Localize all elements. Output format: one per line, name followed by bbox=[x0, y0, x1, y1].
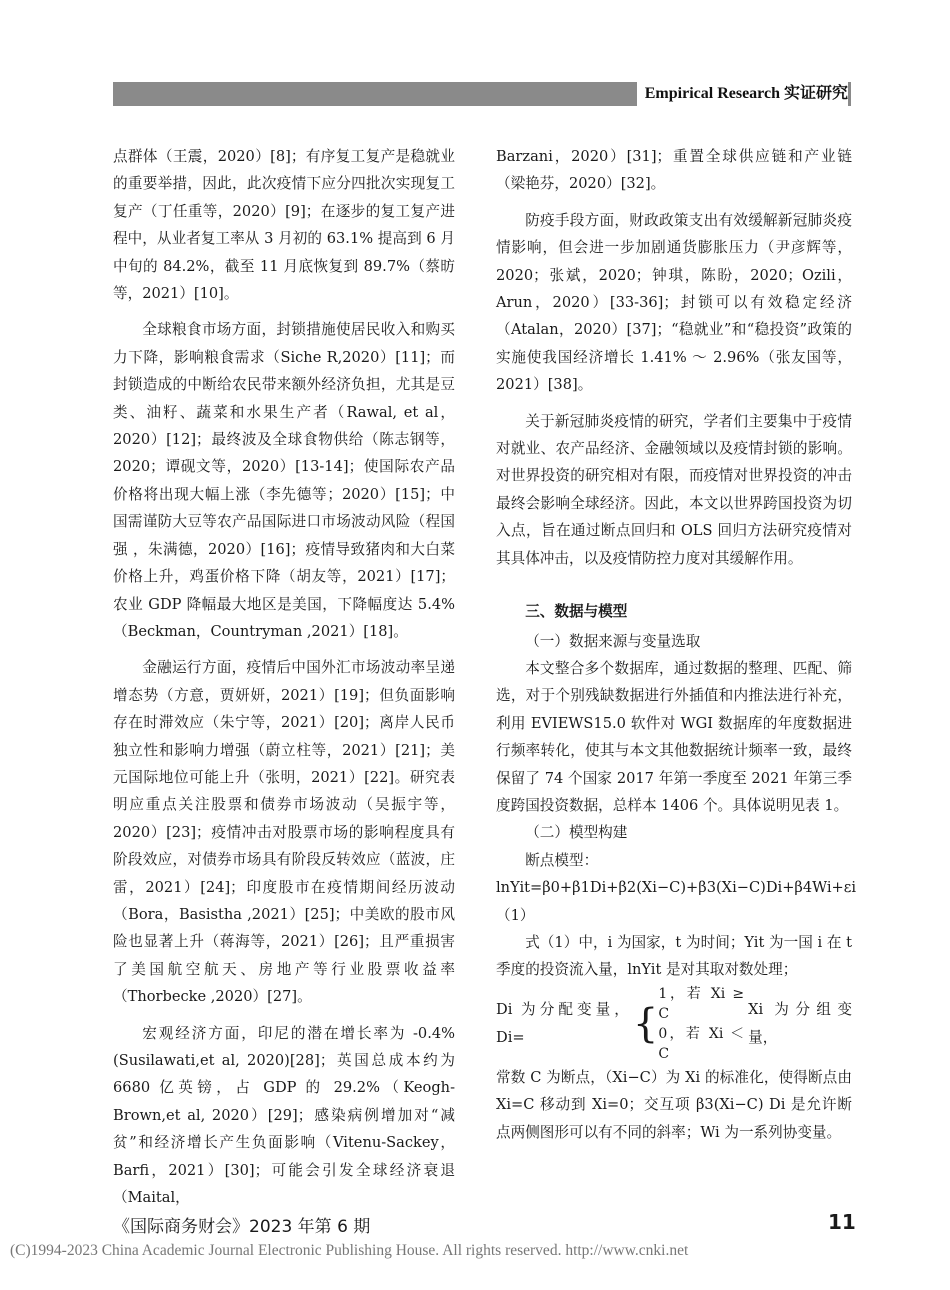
subsection-data-title: （一）数据来源与变量选取 bbox=[525, 632, 701, 650]
paragraph-continuation: 点群体（王震，2020）[8]；有序复工复产是稳就业的重要举措，因此，此次疫情下应分四批次实现复工复产（丁任重等，2020）[9]；在逐步的复工复产进程中，从业者复工率从 3 月初的 63.1% 提高到 6 月中旬的 84.2%，截至 11 月底恢复到 89.7%（蔡昉等，2021）[10]。 bbox=[113, 148, 455, 303]
explanation-1: 式（1）中，i 为国家，t 为时间；Yit 为一国 i 在 t 季度的投资流入量，lnYit 是对其取对数处理； bbox=[496, 933, 852, 979]
dummy-definition-prefix: Di 为分配变量，Di= bbox=[496, 1001, 629, 1046]
explanation-2: 常数 C 为断点，（Xi−C）为 Xi 的标准化，使得断点由 Xi=C 移动到 Xi=0；交互项 β3(Xi−C) Di 是允许断点两侧图形可以有不同的斜率；Wi 为一系列协变量。 bbox=[496, 1068, 852, 1141]
brace-group bbox=[633, 984, 744, 1064]
paragraph-summary: 关于新冠肺炎疫情的研究，学者们主要集中于疫情对就业、农产品经济、金融领域以及疫情封锁的影响。对世界投资的研究相对有限，而疫情对世界投资的冲击最终会影响全球经济。因此，本文以世界跨国投资为切入点，旨在通过断点回归和 OLS 回归方法研究疫情对其具体冲击，以及疫情防控力度对其缓解作用。 bbox=[496, 412, 852, 567]
header-bar bbox=[113, 82, 851, 106]
section-title: 三、数据与模型 bbox=[525, 603, 628, 621]
paragraph-continuation-right: Barzani，2020）[31]；重置全球供应链和产业链（梁艳芬，2020）[32]。 bbox=[496, 148, 852, 193]
section-label: Empirical Research 实证研究 bbox=[637, 82, 848, 106]
dummy-case-2: 0，若 Xi ＜ C bbox=[658, 1025, 745, 1062]
dummy-definition-suffix: Xi 为分组变量， bbox=[748, 1001, 853, 1046]
copyright-line: (C)1994-2023 China Academic Journal Electronic Publishing House. All rights reserved. http://www.cnki.net bbox=[10, 1242, 689, 1259]
formula-1: lnYit=β0+β1Di+β2(Xi−C)+β3(Xi−C)Di+β4Wi+εi（1） bbox=[496, 879, 857, 924]
paragraph-finance: 金融运行方面，疫情后中国外汇市场波动率呈递增态势（方意，贾妍妍，2021）[19]；但负面影响存在时滞效应（朱宁等，2021）[20]；离岸人民币独立性和影响力增强（蔚立柱等，2021）[21]；美元国际地位可能上升（张明，2021）[22]。研究表明应重点关注股票和债券市场波动（吴振宇等，2020）[23]；疫情冲击对股票市场的影响程度具有阶段效应，对债券市场具有阶段反转效应（蓝波，庄雷，2021）[24]；印度股市在疫情期间经历波动（Bora，Basistha ,2021）[25]；中美欧的股市风险也显著上升（蒋海等，2021）[26]；且严重损害了美国航空航天、房地产等行业股票收益率（Thorbecke ,2020）[27]。 bbox=[113, 659, 455, 1006]
right-column bbox=[496, 143, 857, 1146]
dummy-case-1: 1，若 Xi ≥ C bbox=[658, 985, 745, 1022]
page-number: 11 bbox=[828, 1210, 856, 1234]
left-column bbox=[113, 143, 455, 1211]
footer-journal: 《国际商务财会》2023 年第 6 期 bbox=[113, 1217, 371, 1237]
piecewise-definition bbox=[496, 984, 852, 1064]
model-intro: 断点模型： bbox=[525, 851, 599, 869]
brace-icon: { bbox=[632, 1000, 659, 1047]
paragraph-prevention: 防疫手段方面，财政政策支出有效缓解新冠肺炎疫情影响，但会进一步加剧通货膨胀压力（尹彦辉等，2020；张斌，2020；钟琪，陈盼，2020；Ozili，Arun，2020）[33-36]；封锁可以有效稳定经济（Atalan，2020）[37]；“稳就业”和“稳投资”政策的实施使我国经济增长 1.41% ～ 2.96%（张友国等，2021）[38]。 bbox=[496, 211, 852, 394]
subsection-model-title: （二）模型构建 bbox=[525, 824, 628, 842]
paragraph-food-market: 全球粮食市场方面，封锁措施使居民收入和购买力下降，影响粮食需求（Siche R,2020）[11]；而封锁造成的中断给农民带来额外经济负担，尤其是豆类、油籽、蔬菜和水果生产者（Rawal, et al，2020）[12]；最终波及全球食物供给（陈志钢等，2020；谭砚文等，2020）[13-14]；使国际农产品价格将出现大幅上涨（李先德等；2020）[15]；中国需谨防大豆等农产品国际进口市场波动风险（程国强 ，朱满德，2020）[16]；疫情导致猪肉和大白菜价格上升，鸡蛋价格下降（胡友等，2021）[17]；农业 GDP 降幅最大地区是美国，下降幅度达 5.4%（Beckman，Countryman ,2021）[18]。 bbox=[113, 321, 455, 640]
paragraph-macro: 宏观经济方面，印尼的潜在增长率为 -0.4%(Susilawati,et al, 2020)[28]；英国总成本约为 6680 亿英镑，占 GDP 的 29.2%（Keogh-Brown,et al, 2020）[29]；感染病例增加对“减贫”和经济增长产生负面影响（Vitenu-Sackey，Barfi，2021）[30]；可能会引发全球经济衰退（Maital， bbox=[113, 1024, 455, 1207]
paragraph-data: 本文整合多个数据库，通过数据的整理、匹配、筛选，对于个别残缺数据进行外插值和内推法进行补充，利用 EVIEWS15.0 软件对 WGI 数据库的年度数据进行频率转化，使其与本文其他数据统计频率一致，最终保留了 74 个国家 2017 年第一季度至 2021 年第三季度跨国投资数据，总样本 1406 个。具体说明见表 1。 bbox=[496, 659, 852, 814]
